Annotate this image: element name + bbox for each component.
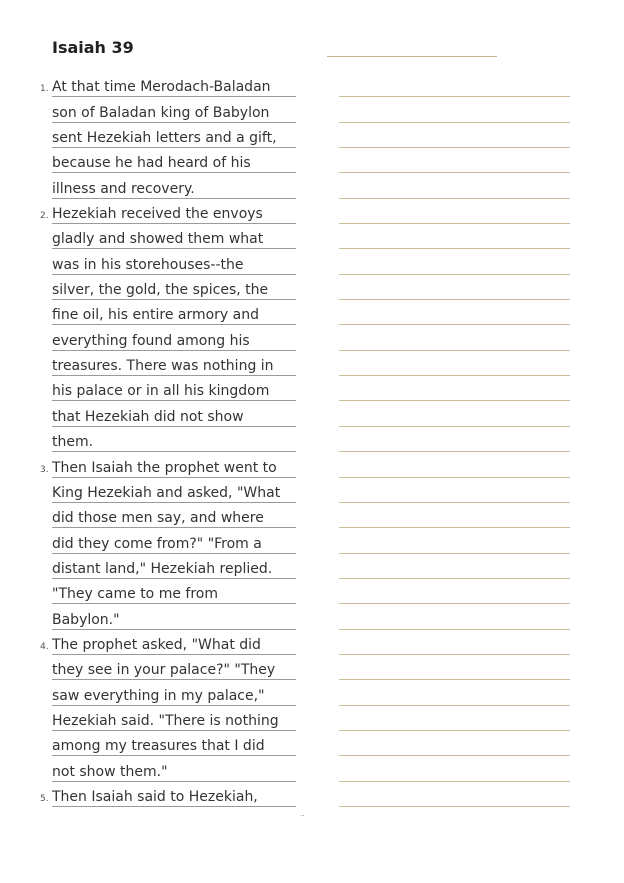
verse-line — [52, 706, 296, 731]
verse-line — [52, 756, 296, 781]
verse-line — [52, 275, 296, 300]
verse-line-text: Hezekiah said. "There is nothing — [52, 712, 279, 729]
verse-line-text: King Hezekiah and asked, "What — [52, 484, 281, 501]
writing-line — [339, 199, 570, 224]
verse-line — [52, 224, 296, 249]
writing-line — [339, 325, 570, 350]
writing-line — [339, 427, 570, 452]
verse-line — [40, 199, 296, 224]
writing-line — [339, 478, 570, 503]
verse-line-text: Then Isaiah the prophet went to — [52, 459, 277, 476]
verse-line — [52, 680, 296, 705]
writing-line — [339, 503, 570, 528]
verse-line-text: illness and recovery. — [52, 180, 195, 197]
writing-line — [339, 123, 570, 148]
verse-line — [52, 325, 296, 350]
verse-line — [52, 249, 296, 274]
writing-line — [339, 401, 570, 426]
writing-line — [339, 630, 570, 655]
verse-line — [52, 97, 296, 122]
verse-line-text: them. — [52, 434, 94, 451]
writing-line — [339, 224, 570, 249]
writing-lines-column — [339, 72, 570, 807]
verse-line-text: everything found among his — [52, 332, 250, 349]
writing-line — [339, 300, 570, 325]
verse-line-text: At that time Merodach-Baladan — [52, 79, 271, 96]
verse-line-text: not show them." — [52, 763, 168, 780]
verse-number: 3. — [40, 464, 49, 475]
verse-line-text: did those men say, and where — [52, 510, 264, 527]
verse-line-text: saw everything in my palace," — [52, 687, 265, 704]
verse-line-text: his palace or in all his kingdom — [52, 383, 270, 400]
writing-line — [339, 148, 570, 173]
writing-line — [339, 452, 570, 477]
verse-number: 5. — [40, 793, 49, 804]
writing-line — [339, 275, 570, 300]
writing-line — [339, 528, 570, 553]
verse-line — [52, 554, 296, 579]
writing-line — [339, 376, 570, 401]
verse-line — [52, 427, 296, 452]
verse-line-text: Then Isaiah said to Hezekiah, — [52, 788, 258, 805]
verse-line — [52, 401, 296, 426]
verse-number: 4. — [40, 641, 49, 652]
verse-line-text: fine oil, his entire armory and — [52, 307, 260, 324]
writing-line — [339, 782, 570, 807]
verse-line — [52, 655, 296, 680]
verse-line — [52, 300, 296, 325]
verse-line — [52, 123, 296, 148]
writing-line — [339, 604, 570, 629]
verse-line-text: that Hezekiah did not show — [52, 408, 244, 425]
writing-line — [339, 655, 570, 680]
verse-line-text: distant land," Hezekiah replied. — [52, 560, 273, 577]
title-writing-line — [327, 56, 497, 57]
verse-line-text: silver, the gold, the spices, the — [52, 282, 269, 299]
verse-number: 2. — [40, 211, 49, 222]
verse-line — [52, 376, 296, 401]
verse-line-text: Hezekiah received the envoys — [52, 206, 263, 223]
writing-line — [339, 173, 570, 198]
verse-line — [52, 579, 296, 604]
verse-line — [52, 731, 296, 756]
verse-line — [40, 630, 296, 655]
writing-line — [339, 554, 570, 579]
verse-line — [52, 478, 296, 503]
verse-line-text: did they come from?" "From a — [52, 535, 262, 552]
writing-line — [339, 680, 570, 705]
verse-line — [52, 148, 296, 173]
verse-line — [40, 72, 296, 97]
writing-line — [339, 706, 570, 731]
writing-line — [339, 97, 570, 122]
verse-line-text: son of Baladan king of Babylon — [52, 104, 270, 121]
verse-line — [40, 452, 296, 477]
writing-line — [339, 72, 570, 97]
verse-line-text: "They came to me from — [52, 586, 218, 603]
writing-line — [339, 351, 570, 376]
verse-line — [52, 528, 296, 553]
verse-line-text: Babylon." — [52, 611, 120, 628]
verse-line-text: gladly and showed them what — [52, 231, 264, 248]
writing-line — [339, 756, 570, 781]
verse-line-text: was in his storehouses--the — [52, 256, 244, 273]
verse-line — [40, 782, 296, 807]
verse-line-text: The prophet asked, "What did — [52, 636, 261, 653]
writing-line — [339, 249, 570, 274]
verse-line-text: treasures. There was nothing in — [52, 358, 274, 375]
page-number-mark: ·· — [300, 812, 305, 820]
verse-line-text: they see in your palace?" "They — [52, 662, 276, 679]
verse-line — [52, 351, 296, 376]
verse-line — [52, 173, 296, 198]
writing-line — [339, 579, 570, 604]
verse-line — [52, 604, 296, 629]
verse-line-text: sent Hezekiah letters and a gift, — [52, 130, 277, 147]
verse-line — [52, 503, 296, 528]
verse-number: 1. — [40, 84, 49, 95]
verse-line-text: among my treasures that I did — [52, 738, 265, 755]
page-title: Isaiah 39 — [52, 38, 134, 57]
verse-line-text: because he had heard of his — [52, 155, 251, 172]
writing-line — [339, 731, 570, 756]
verse-text-column — [38, 72, 296, 807]
